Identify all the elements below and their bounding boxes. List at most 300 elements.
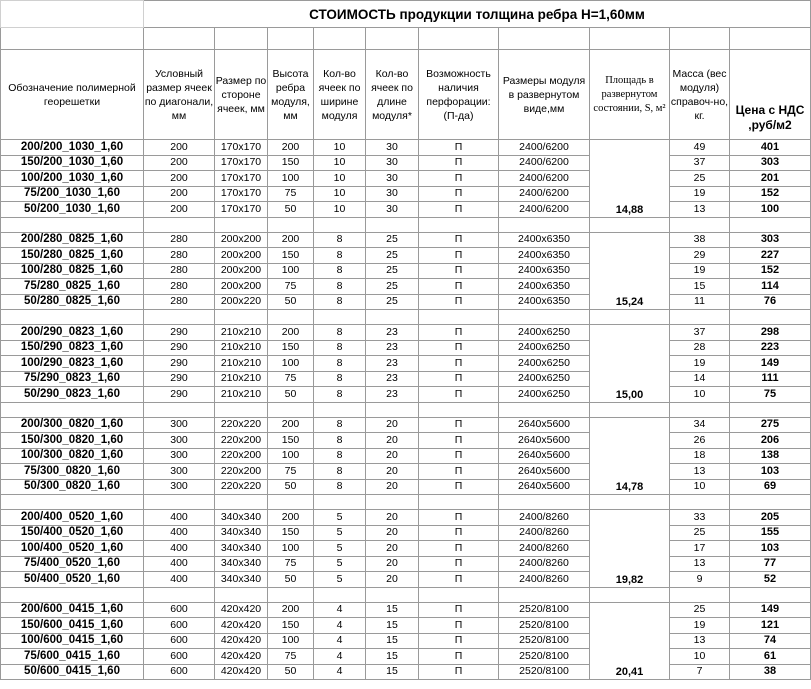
cell-name: 200/200_1030_1,60 (1, 140, 144, 156)
cell-price: 206 (730, 433, 811, 449)
cell-height: 200 (268, 510, 314, 526)
cell-side: 170х170 (215, 140, 268, 156)
table-row (1, 186, 811, 202)
cell-perf: П (419, 541, 499, 557)
cell-perf: П (419, 572, 499, 588)
cell-name: 50/280_0825_1,60 (1, 294, 144, 310)
cell-perf: П (419, 232, 499, 248)
cell-cl: 20 (366, 525, 419, 541)
cell-name: 200/290_0823_1,60 (1, 325, 144, 341)
table-row (1, 202, 811, 218)
header-cells-width: Кол-во ячеек по ширине модуля (314, 50, 366, 140)
cell-mass: 13 (670, 202, 730, 218)
cell-name: 75/300_0820_1,60 (1, 464, 144, 480)
table-row (1, 340, 811, 356)
table-row (1, 171, 811, 187)
cell-perf: П (419, 340, 499, 356)
cell-perf: П (419, 325, 499, 341)
table-row (1, 279, 811, 295)
cell-height: 75 (268, 371, 314, 387)
cell-perf: П (419, 556, 499, 572)
cell-diag: 280 (144, 279, 215, 295)
cell-side: 220х220 (215, 417, 268, 433)
cell-price: 227 (730, 248, 811, 264)
cell-height: 150 (268, 433, 314, 449)
table-row (1, 140, 811, 156)
cell-mass: 14 (670, 371, 730, 387)
cell-cl: 20 (366, 556, 419, 572)
cell-size: 2640х5600 (499, 464, 590, 480)
table-row (1, 371, 811, 387)
cell-price: 61 (730, 649, 811, 665)
cell-mass: 29 (670, 248, 730, 264)
cell-height: 75 (268, 464, 314, 480)
cell-size: 2640х5600 (499, 417, 590, 433)
cell-cl: 20 (366, 464, 419, 480)
cell-area: 19,82 (590, 510, 670, 588)
table-row (1, 433, 811, 449)
cell-size: 2400х6250 (499, 356, 590, 372)
cell-size: 2400х6350 (499, 263, 590, 279)
cell-name: 150/290_0823_1,60 (1, 340, 144, 356)
cell-height: 200 (268, 417, 314, 433)
table-row (1, 525, 811, 541)
cell-side: 210х210 (215, 325, 268, 341)
cell-side: 170х170 (215, 186, 268, 202)
cell-price: 152 (730, 263, 811, 279)
cell-price: 155 (730, 525, 811, 541)
title-left-cell (1, 1, 144, 28)
cell-side: 200х200 (215, 263, 268, 279)
header-cell-size-side: Размер по стороне ячеек, мм (215, 50, 268, 140)
cell-diag: 600 (144, 618, 215, 634)
table-row (1, 387, 811, 403)
cell-side: 220х200 (215, 433, 268, 449)
header-cell-size-diag: Условный размер ячеек по диагонали, мм (144, 50, 215, 140)
cell-cl: 15 (366, 602, 419, 618)
cell-name: 100/290_0823_1,60 (1, 356, 144, 372)
cell-mass: 28 (670, 340, 730, 356)
cell-mass: 13 (670, 464, 730, 480)
cell-side: 220х200 (215, 464, 268, 480)
cell-height: 50 (268, 294, 314, 310)
cell-price: 77 (730, 556, 811, 572)
cell-price: 303 (730, 155, 811, 171)
cell-mass: 19 (670, 263, 730, 279)
cell-cw: 10 (314, 171, 366, 187)
cell-height: 75 (268, 186, 314, 202)
table-row (1, 263, 811, 279)
cell-size: 2400х6350 (499, 279, 590, 295)
cell-cl: 20 (366, 479, 419, 495)
cell-cw: 10 (314, 202, 366, 218)
cell-perf: П (419, 202, 499, 218)
cell-cw: 8 (314, 325, 366, 341)
cell-height: 200 (268, 232, 314, 248)
header-cells-length: Кол-во ячеек по длине модуля* (366, 50, 419, 140)
cell-mass: 9 (670, 572, 730, 588)
cell-height: 150 (268, 525, 314, 541)
cell-name: 150/400_0520_1,60 (1, 525, 144, 541)
cell-side: 340х340 (215, 572, 268, 588)
title-row (1, 1, 811, 28)
cell-height: 50 (268, 202, 314, 218)
cell-height: 100 (268, 541, 314, 557)
cell-size: 2400х6250 (499, 371, 590, 387)
cell-mass: 10 (670, 387, 730, 403)
cell-size: 2400/6200 (499, 186, 590, 202)
cell-perf: П (419, 464, 499, 480)
cell-name: 100/600_0415_1,60 (1, 633, 144, 649)
cell-side: 200х200 (215, 279, 268, 295)
cell-side: 170х170 (215, 155, 268, 171)
cell-diag: 200 (144, 202, 215, 218)
cell-price: 75 (730, 387, 811, 403)
cell-size: 2640х5600 (499, 433, 590, 449)
cell-cw: 4 (314, 664, 366, 680)
cell-mass: 18 (670, 448, 730, 464)
cell-cw: 5 (314, 541, 366, 557)
cell-side: 220х220 (215, 479, 268, 495)
cell-cw: 4 (314, 618, 366, 634)
cell-size: 2400х6250 (499, 340, 590, 356)
cell-size: 2400/6200 (499, 202, 590, 218)
cell-size: 2520/8100 (499, 633, 590, 649)
cell-cw: 8 (314, 433, 366, 449)
cell-size: 2640х5600 (499, 448, 590, 464)
cell-side: 420х420 (215, 618, 268, 634)
cell-perf: П (419, 140, 499, 156)
cell-perf: П (419, 618, 499, 634)
cell-perf: П (419, 664, 499, 680)
spacer-row (1, 28, 811, 50)
cell-diag: 600 (144, 633, 215, 649)
cell-perf: П (419, 649, 499, 665)
cell-diag: 290 (144, 387, 215, 403)
cell-cw: 8 (314, 464, 366, 480)
cell-perf: П (419, 387, 499, 403)
cell-cl: 25 (366, 294, 419, 310)
cell-height: 50 (268, 387, 314, 403)
cell-height: 200 (268, 140, 314, 156)
cell-height: 200 (268, 325, 314, 341)
cell-name: 50/290_0823_1,60 (1, 387, 144, 403)
cell-price: 149 (730, 356, 811, 372)
cell-height: 50 (268, 572, 314, 588)
cell-mass: 37 (670, 325, 730, 341)
cell-height: 100 (268, 356, 314, 372)
cell-diag: 300 (144, 448, 215, 464)
cell-mass: 10 (670, 649, 730, 665)
cell-perf: П (419, 294, 499, 310)
cell-mass: 26 (670, 433, 730, 449)
cell-price: 69 (730, 479, 811, 495)
cell-size: 2400х6250 (499, 325, 590, 341)
cell-price: 298 (730, 325, 811, 341)
cell-diag: 200 (144, 140, 215, 156)
cell-cw: 8 (314, 371, 366, 387)
cell-height: 150 (268, 618, 314, 634)
header-perforation: Возможность наличия перфорации: (П-да) (419, 50, 499, 140)
cell-price: 138 (730, 448, 811, 464)
cell-cw: 8 (314, 248, 366, 264)
cell-cw: 5 (314, 525, 366, 541)
cell-side: 170х170 (215, 202, 268, 218)
cell-mass: 19 (670, 618, 730, 634)
cell-side: 420х420 (215, 633, 268, 649)
cell-size: 2520/8100 (499, 649, 590, 665)
cell-price: 401 (730, 140, 811, 156)
cell-price: 223 (730, 340, 811, 356)
cell-side: 420х420 (215, 664, 268, 680)
cell-height: 50 (268, 664, 314, 680)
cell-cl: 30 (366, 171, 419, 187)
cell-diag: 200 (144, 186, 215, 202)
cell-cl: 20 (366, 510, 419, 526)
cell-mass: 19 (670, 186, 730, 202)
cell-mass: 33 (670, 510, 730, 526)
table-row (1, 633, 811, 649)
cell-side: 210х210 (215, 356, 268, 372)
table-row (1, 464, 811, 480)
cell-area: 20,41 (590, 602, 670, 680)
cell-diag: 290 (144, 356, 215, 372)
cell-size: 2520/8100 (499, 602, 590, 618)
cell-price: 121 (730, 618, 811, 634)
cell-mass: 25 (670, 171, 730, 187)
cell-diag: 300 (144, 464, 215, 480)
cell-cw: 8 (314, 417, 366, 433)
cell-diag: 300 (144, 433, 215, 449)
cell-name: 150/200_1030_1,60 (1, 155, 144, 171)
cell-cw: 8 (314, 340, 366, 356)
cell-size: 2400/6200 (499, 171, 590, 187)
cell-perf: П (419, 433, 499, 449)
cell-diag: 300 (144, 479, 215, 495)
cell-price: 149 (730, 602, 811, 618)
table-row (1, 248, 811, 264)
cell-diag: 290 (144, 371, 215, 387)
cell-size: 2400/6200 (499, 140, 590, 156)
cell-diag: 200 (144, 155, 215, 171)
cell-cl: 23 (366, 325, 419, 341)
cell-height: 100 (268, 263, 314, 279)
cell-side: 200х200 (215, 232, 268, 248)
cell-diag: 600 (144, 602, 215, 618)
cell-side: 340х340 (215, 510, 268, 526)
cell-cw: 5 (314, 556, 366, 572)
cell-diag: 600 (144, 649, 215, 665)
cell-cl: 15 (366, 649, 419, 665)
cell-size: 2400/8260 (499, 541, 590, 557)
cell-height: 75 (268, 649, 314, 665)
cell-cl: 30 (366, 186, 419, 202)
cell-mass: 25 (670, 602, 730, 618)
cell-cw: 10 (314, 140, 366, 156)
cell-price: 100 (730, 202, 811, 218)
cell-cl: 23 (366, 340, 419, 356)
cell-perf: П (419, 602, 499, 618)
cell-name: 200/600_0415_1,60 (1, 602, 144, 618)
table-row (1, 510, 811, 526)
cell-diag: 400 (144, 525, 215, 541)
cell-cw: 4 (314, 649, 366, 665)
cell-perf: П (419, 248, 499, 264)
cell-cl: 15 (366, 664, 419, 680)
cell-size: 2520/8100 (499, 664, 590, 680)
cell-price: 303 (730, 232, 811, 248)
cell-side: 340х340 (215, 541, 268, 557)
cell-perf: П (419, 525, 499, 541)
table-row (1, 602, 811, 618)
cell-cw: 8 (314, 279, 366, 295)
cell-height: 100 (268, 448, 314, 464)
cell-mass: 15 (670, 279, 730, 295)
cell-perf: П (419, 371, 499, 387)
cell-side: 200х200 (215, 248, 268, 264)
cell-name: 200/280_0825_1,60 (1, 232, 144, 248)
cell-cl: 20 (366, 541, 419, 557)
cell-price: 103 (730, 464, 811, 480)
cell-name: 150/300_0820_1,60 (1, 433, 144, 449)
cell-cl: 15 (366, 633, 419, 649)
cell-name: 100/400_0520_1,60 (1, 541, 144, 557)
cell-perf: П (419, 448, 499, 464)
cell-price: 76 (730, 294, 811, 310)
cell-mass: 7 (670, 664, 730, 680)
table-row (1, 479, 811, 495)
table-row (1, 325, 811, 341)
table-row (1, 572, 811, 588)
cell-side: 420х420 (215, 649, 268, 665)
cell-price: 152 (730, 186, 811, 202)
cell-diag: 290 (144, 340, 215, 356)
cell-name: 100/300_0820_1,60 (1, 448, 144, 464)
cell-price: 74 (730, 633, 811, 649)
cell-price: 114 (730, 279, 811, 295)
cell-size: 2400/6200 (499, 155, 590, 171)
cell-cw: 5 (314, 572, 366, 588)
cell-mass: 11 (670, 294, 730, 310)
cell-cl: 23 (366, 387, 419, 403)
header-rib-height: Высота ребра модуля, мм (268, 50, 314, 140)
group-spacer-row (1, 310, 811, 325)
cell-height: 75 (268, 279, 314, 295)
cell-diag: 300 (144, 417, 215, 433)
cell-side: 210х210 (215, 340, 268, 356)
cell-cl: 20 (366, 572, 419, 588)
cell-size: 2400/8260 (499, 556, 590, 572)
cell-name: 150/280_0825_1,60 (1, 248, 144, 264)
table-row (1, 417, 811, 433)
cell-perf: П (419, 479, 499, 495)
cell-price: 52 (730, 572, 811, 588)
cell-size: 2400/8260 (499, 510, 590, 526)
table-title: СТОИМОСТЬ продукции толщина ребра Н=1,60мм (144, 1, 811, 28)
cell-name: 200/400_0520_1,60 (1, 510, 144, 526)
cell-cw: 8 (314, 294, 366, 310)
header-price: Цена с НДС ,руб/м2 (730, 50, 811, 140)
cell-cl: 23 (366, 356, 419, 372)
cell-height: 150 (268, 248, 314, 264)
cell-height: 150 (268, 155, 314, 171)
cell-perf: П (419, 633, 499, 649)
cell-height: 150 (268, 340, 314, 356)
cell-mass: 19 (670, 356, 730, 372)
cell-name: 50/300_0820_1,60 (1, 479, 144, 495)
cell-name: 75/280_0825_1,60 (1, 279, 144, 295)
cell-side: 210х210 (215, 371, 268, 387)
cell-mass: 10 (670, 479, 730, 495)
cell-cl: 20 (366, 448, 419, 464)
table-row (1, 232, 811, 248)
header-mass: Масса (вес модуля) справоч-но, кг. (670, 50, 730, 140)
cell-diag: 280 (144, 294, 215, 310)
table-row (1, 664, 811, 680)
table-row (1, 448, 811, 464)
cell-height: 50 (268, 479, 314, 495)
cell-diag: 280 (144, 263, 215, 279)
cell-diag: 280 (144, 232, 215, 248)
group-spacer-row (1, 402, 811, 417)
cell-price: 38 (730, 664, 811, 680)
cell-price: 111 (730, 371, 811, 387)
cell-area: 14,78 (590, 417, 670, 495)
table-row (1, 618, 811, 634)
header-module-size: Размеры модуля в развернутом виде,мм (499, 50, 590, 140)
cell-perf: П (419, 171, 499, 187)
cell-mass: 13 (670, 633, 730, 649)
cell-price: 205 (730, 510, 811, 526)
cell-diag: 400 (144, 556, 215, 572)
cell-price: 103 (730, 541, 811, 557)
cell-diag: 400 (144, 541, 215, 557)
cell-cw: 10 (314, 155, 366, 171)
cell-cl: 25 (366, 279, 419, 295)
cell-perf: П (419, 186, 499, 202)
cell-area: 15,00 (590, 325, 670, 403)
cell-cl: 30 (366, 202, 419, 218)
table-row (1, 294, 811, 310)
table-row (1, 356, 811, 372)
cell-perf: П (419, 417, 499, 433)
cell-mass: 13 (670, 556, 730, 572)
cell-name: 75/600_0415_1,60 (1, 649, 144, 665)
cell-cw: 8 (314, 479, 366, 495)
cell-diag: 200 (144, 171, 215, 187)
cell-cw: 4 (314, 602, 366, 618)
cell-cl: 25 (366, 248, 419, 264)
cell-name: 200/300_0820_1,60 (1, 417, 144, 433)
cell-cw: 8 (314, 356, 366, 372)
cell-cw: 5 (314, 510, 366, 526)
cell-diag: 400 (144, 510, 215, 526)
cell-area: 15,24 (590, 232, 670, 310)
cell-side: 170х170 (215, 171, 268, 187)
cell-height: 100 (268, 171, 314, 187)
cell-side: 220х200 (215, 448, 268, 464)
cell-perf: П (419, 263, 499, 279)
cell-cl: 20 (366, 417, 419, 433)
cell-side: 420х420 (215, 602, 268, 618)
cell-size: 2520/8100 (499, 618, 590, 634)
cell-height: 200 (268, 602, 314, 618)
cell-diag: 600 (144, 664, 215, 680)
cell-price: 275 (730, 417, 811, 433)
cell-side: 340х340 (215, 525, 268, 541)
cell-cw: 8 (314, 232, 366, 248)
cell-side: 210х210 (215, 387, 268, 403)
